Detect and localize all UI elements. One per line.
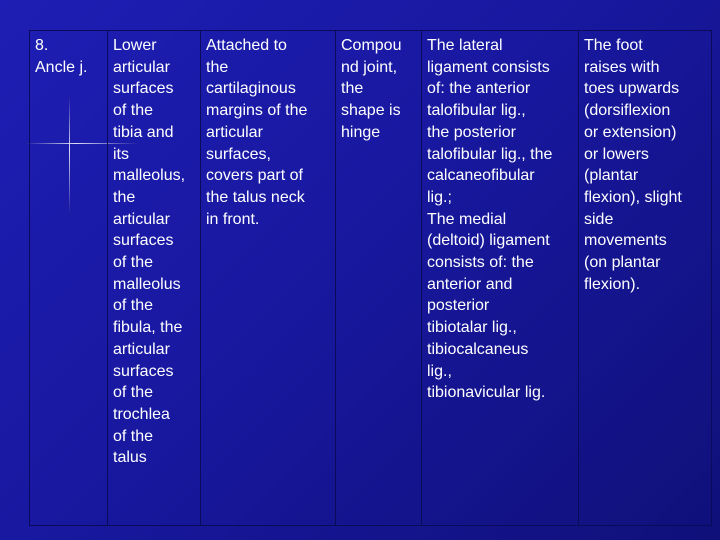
cell-movements: The foot raises with toes upwards (dorsiflexion or extension) or lowers (plantar flexion), slight side movements (on plantar flexion).	[579, 31, 712, 526]
cell-articular-surfaces: Lower articular surfaces of the tibia and its malleolus, the articular surfaces of the malleolus of the fibula, the articular surfaces of the trochlea of the talus	[108, 31, 201, 526]
cell-joint-type: Compou nd joint, the shape is hinge	[336, 31, 422, 526]
table-row	[30, 31, 712, 526]
cell-number-joint: 8. Ancle j.	[30, 31, 108, 526]
joint-table	[29, 30, 712, 526]
cell-ligaments: The lateral ligament consists of: the anterior talofibular lig., the posterior talofibular lig., the calcaneofibular lig.; The medial (deltoid) ligament consists of: the anterior and posterior tibiotalar lig., tibiocalcaneus lig., tibionavicular lig.	[422, 31, 579, 526]
cell-capsule: Attached to the cartilaginous margins of the articular surfaces, covers part of the talus neck in front.	[201, 31, 336, 526]
